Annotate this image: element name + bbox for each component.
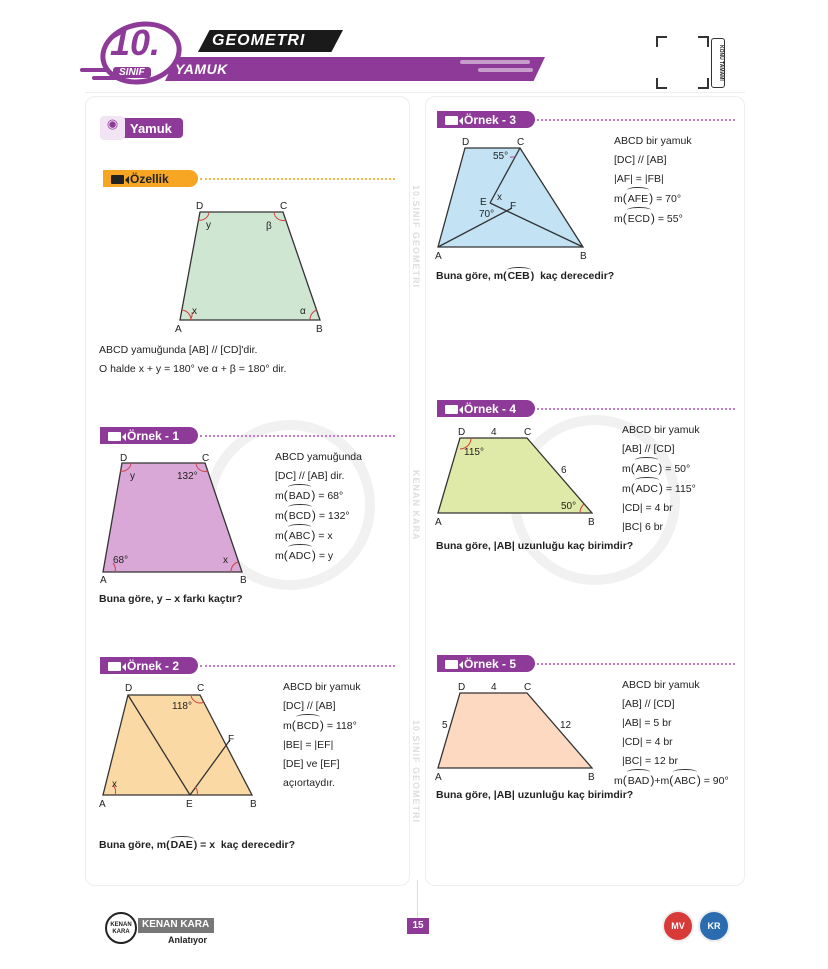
given-line: m(BAD)+m(ABC) = 90° — [614, 771, 729, 791]
given-line: m(ADC) = y — [275, 546, 362, 566]
angle-label: x — [112, 779, 117, 790]
side-label: 4 — [491, 682, 497, 693]
given-value: = 70° — [656, 193, 682, 205]
side-text: KENAN KARA — [411, 470, 421, 541]
angle-label: 50° — [561, 501, 577, 512]
example-3-given — [614, 132, 692, 229]
example-badge-label: Örnek - 1 — [127, 429, 180, 443]
angle-name: DAE — [170, 839, 193, 851]
vertex-label: A — [435, 251, 442, 262]
angle-name: BAD — [288, 487, 312, 506]
angle-name: ADC — [288, 547, 312, 566]
angle-label: x — [223, 555, 228, 566]
header-divider — [85, 92, 745, 93]
video-icon — [445, 660, 458, 669]
dotted-line — [200, 665, 395, 667]
vertex-label: D — [196, 201, 204, 212]
vertex-label: D — [125, 683, 133, 694]
example-5-question: Buna göre, |AB| uzunluğu kaç birimdir? — [436, 789, 634, 801]
side-label: 4 — [491, 427, 497, 438]
given-line: [AB] // [CD] — [622, 698, 675, 710]
given-value: = x — [318, 530, 333, 542]
corner-tab: KONU TAMAMI — [711, 38, 725, 88]
given-value: = 55° — [657, 213, 683, 225]
angle-name: ECD — [627, 210, 651, 229]
angle-label: 68° — [113, 555, 129, 566]
vertex-label: E — [186, 799, 193, 810]
topic-title: YAMUK — [175, 61, 228, 77]
vertex-label: C — [524, 682, 532, 693]
page-line — [417, 880, 418, 918]
given-line: [DC] // [AB] — [614, 154, 667, 166]
angle-name: BAD — [627, 772, 651, 791]
vertex-label: B — [250, 799, 257, 810]
vertex-label: D — [120, 453, 128, 464]
given-line: m(AFE) = 70° — [614, 189, 692, 209]
video-icon — [445, 405, 458, 414]
property-line: ABCD yamuğunda [AB] // [CD]'dir. — [99, 344, 258, 356]
example-3-question: Buna göre, m(CEB) kaç derecedir? — [436, 270, 615, 282]
example-2-badge — [100, 657, 198, 674]
property-diagram — [170, 198, 335, 338]
example-5-given — [614, 676, 729, 791]
vertex-label: F — [228, 734, 235, 745]
example-badge-label: Örnek - 2 — [127, 659, 180, 673]
side-label: 6 — [561, 465, 567, 476]
given-line: m(BCD) = 118° — [283, 716, 361, 736]
example-badge-label: Örnek - 3 — [464, 113, 517, 127]
subject-title: GEOMETRI — [212, 32, 306, 49]
dotted-line — [537, 119, 735, 121]
angle-label: 70° — [479, 209, 495, 220]
example-4-given — [622, 421, 700, 537]
example-4-question: Buna göre, |AB| uzunluğu kaç birimdir? — [436, 540, 634, 552]
example-1-diagram — [95, 450, 255, 585]
vertex-label: E — [480, 197, 487, 208]
given-line: açıortaydır. — [283, 777, 335, 789]
vertex-label: B — [240, 575, 247, 585]
vertex-label: D — [458, 682, 466, 693]
example-1-question: Buna göre, y – x farkı kaçtır? — [99, 593, 243, 605]
angle-label: 115° — [464, 447, 484, 458]
video-camera-icon[interactable]: ◉ — [100, 116, 125, 140]
given-line: [DC] // [AB] — [283, 700, 336, 712]
given-line: m(BCD) = 132° — [275, 506, 362, 526]
example-1-badge — [100, 427, 198, 444]
example-3-diagram — [430, 135, 595, 265]
example-badge-label: Örnek - 5 — [464, 657, 517, 671]
property-line: O halde x + y = 180° ve α + β = 180° dir. — [99, 363, 287, 375]
given-line: |CD| = 4 br — [622, 736, 673, 748]
angle-name: ADC — [635, 480, 659, 499]
vertex-label: B — [316, 324, 323, 335]
vertex-label: A — [99, 799, 106, 810]
given-line: |BC| 6 br — [622, 521, 664, 533]
vertex-label: B — [588, 517, 595, 528]
property-badge — [103, 170, 198, 187]
given-line: |BE| = |EF| — [283, 739, 334, 751]
angle-label: α — [300, 306, 306, 317]
brand-sub: Anlatıyor — [168, 935, 208, 945]
example-2-diagram — [95, 680, 265, 810]
example-2-given — [283, 678, 361, 793]
given-line: m(ADC) = 115° — [622, 479, 700, 499]
given-line: |BC| = 12 br — [622, 755, 678, 767]
vertex-label: F — [510, 201, 517, 212]
grade-number: 10. — [110, 22, 161, 63]
example-badge-label: Örnek - 4 — [464, 402, 517, 416]
given-line: |AF| = |FB| — [614, 173, 664, 185]
given-value: = 68° — [318, 490, 344, 502]
video-icon — [445, 116, 458, 125]
brand-name: KENAN KARA — [138, 918, 214, 933]
grade-label: SINIF — [113, 67, 151, 78]
angle-label: y — [130, 471, 135, 482]
given-value: = y — [318, 550, 334, 562]
given-line: m(ABC) = 50° — [622, 459, 700, 479]
vertex-label: C — [197, 683, 205, 694]
example-3-badge — [437, 111, 535, 128]
given-line: m(ABC) = x — [275, 526, 362, 546]
angle-label: x — [192, 306, 197, 317]
vertex-label: D — [458, 427, 466, 438]
given-line: [DE] ve [EF] — [283, 758, 340, 770]
given-line: ABCD yamuğunda — [275, 451, 362, 463]
header-stripe — [460, 60, 530, 64]
angle-label: β — [266, 221, 272, 232]
vertex-label: A — [435, 517, 442, 528]
example-2-question: Buna göre, m(DAE) = x kaç derecedir? — [99, 839, 296, 851]
side-text: 10.SINIF GEOMETRI — [411, 185, 421, 289]
angle-label: 118° — [172, 701, 192, 712]
video-icon — [108, 662, 121, 671]
dotted-line — [537, 408, 735, 410]
angle-name: CEB — [507, 270, 530, 282]
given-value: = 90° — [703, 775, 729, 787]
given-line: ABCD bir yamuk — [622, 679, 700, 691]
given-line: [AB] // [CD] — [622, 443, 675, 455]
given-line: [DC] // [AB] dir. — [275, 470, 345, 482]
given-value: = 50° — [665, 463, 691, 475]
example-4-diagram — [430, 425, 605, 530]
vertex-label: A — [175, 324, 182, 335]
vertex-label: A — [435, 772, 442, 783]
angle-label: 55° — [493, 151, 509, 162]
example-5-diagram — [430, 680, 605, 785]
given-line: |AB| = 5 br — [622, 717, 672, 729]
given-line: m(ECD) = 55° — [614, 209, 692, 229]
vertex-label: C — [280, 201, 288, 212]
angle-name: BCD — [296, 717, 320, 736]
given-line: ABCD bir yamuk — [614, 135, 692, 147]
section-title: Yamuk — [130, 121, 172, 136]
brand-logo: KENAN KARA — [105, 912, 137, 944]
vertex-label: D — [462, 137, 470, 148]
example-4-badge — [437, 400, 535, 417]
property-badge-label: Özellik — [130, 172, 169, 186]
angle-name: AFE — [627, 190, 649, 209]
video-icon — [111, 175, 124, 184]
given-line: ABCD bir yamuk — [622, 424, 700, 436]
video-icon — [108, 432, 121, 441]
given-line: ABCD bir yamuk — [283, 681, 361, 693]
vertex-label: B — [580, 251, 587, 262]
vertex-label: A — [100, 575, 107, 585]
property-text — [99, 341, 286, 379]
given-value: = 118° — [326, 720, 357, 732]
angle-label: y — [206, 220, 211, 231]
side-label: 12 — [560, 720, 572, 731]
side-label: 5 — [442, 720, 448, 731]
header-stripe — [478, 68, 533, 72]
example-5-badge — [437, 655, 535, 672]
angle-name: ABC — [673, 772, 697, 791]
given-value: = 132° — [318, 510, 350, 522]
angle-name: ABC — [288, 527, 312, 546]
given-line: m(BAD) = 68° — [275, 486, 362, 506]
angle-label: x — [497, 192, 502, 203]
given-line: |CD| = 4 br — [622, 502, 673, 514]
vertex-label: C — [524, 427, 532, 438]
example-1-given — [275, 448, 362, 566]
vertex-label: C — [202, 453, 210, 464]
publisher-logo: KR — [698, 910, 730, 942]
angle-label: 132° — [177, 471, 198, 482]
side-text: 10.SINIF GEOMETRI — [411, 720, 421, 824]
angle-name: BCD — [288, 507, 312, 526]
dotted-line — [200, 178, 395, 180]
dotted-line — [537, 663, 735, 665]
dotted-line — [200, 435, 395, 437]
page-number: 15 — [407, 918, 429, 934]
vertex-label: C — [517, 137, 525, 148]
vertex-label: B — [588, 772, 595, 783]
angle-name: ABC — [635, 460, 659, 479]
publisher-logo: MV — [662, 910, 694, 942]
qr-frame-icon[interactable] — [655, 35, 710, 90]
given-value: = 115° — [665, 483, 696, 495]
